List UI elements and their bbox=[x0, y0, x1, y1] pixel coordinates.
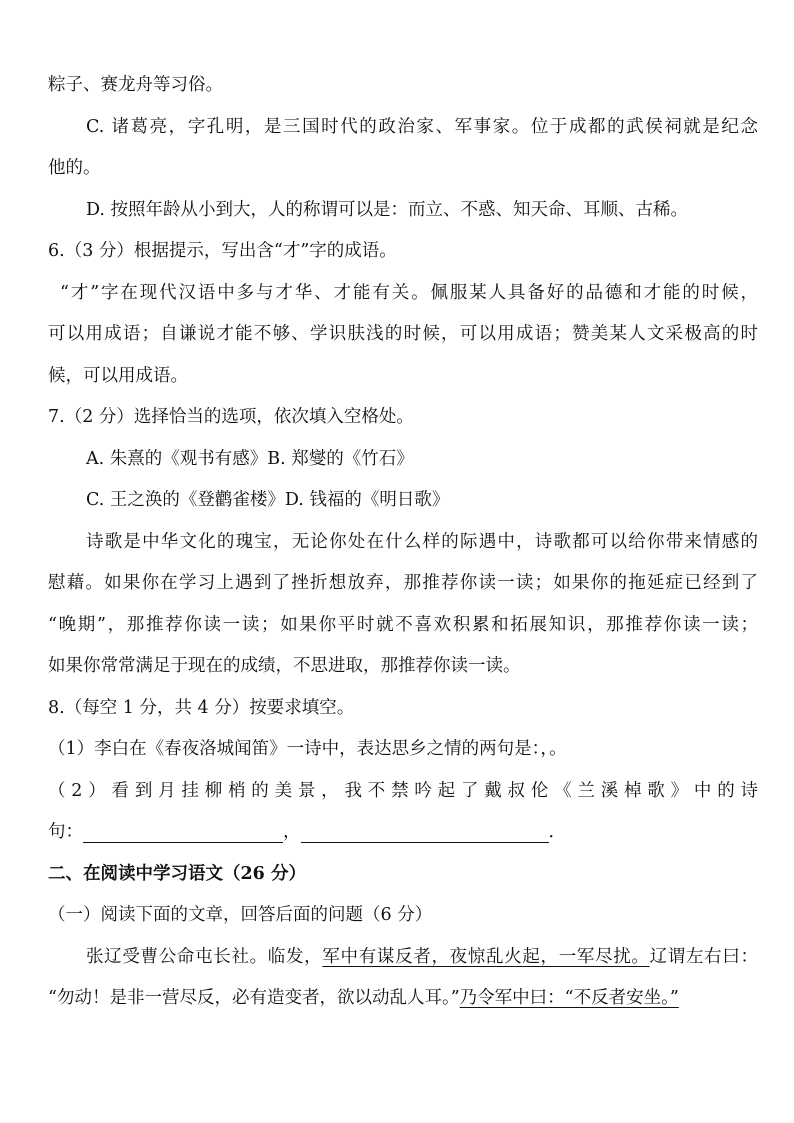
question-8-title: 8.（每空 1 分，共 4 分）按要求填空。 bbox=[48, 698, 355, 718]
answer-separator: ， bbox=[283, 822, 301, 842]
question-8-part-1: （1）李白在《春夜洛城闻笛》一诗中，表达思乡之情的两句是：，。 bbox=[48, 739, 567, 759]
question-7-passage: 慰藉。如果你在学习上遇到了挫折想放弃，那推荐你读一读；如果你的拖延症已经到了 bbox=[48, 573, 758, 593]
section-2-heading: 二、在阅读中学习语文（26 分） bbox=[48, 864, 306, 884]
question-6-text: 候，可以用成语。 bbox=[48, 366, 188, 386]
text-line: 他的。 bbox=[48, 158, 101, 178]
text-line: 粽子、赛龙舟等习俗。 bbox=[48, 75, 223, 95]
underlined-sentence: 乃令军中曰：“不反者安坐。” bbox=[459, 988, 679, 1008]
question-7-passage: “晚期”，那推荐你读一读；如果你平时就不喜欢积累和拓展知识，那推荐你读一读； bbox=[48, 615, 758, 635]
answer-blank-1[interactable] bbox=[83, 824, 283, 843]
question-8-answer-line bbox=[48, 821, 758, 843]
reading-1-heading: （一）阅读下面的文章，回答后面的问题（6 分） bbox=[48, 905, 433, 925]
question-7-passage: 诗歌是中华文化的瑰宝，无论你处在什么样的际遇中，诗歌都可以给你带来情感的 bbox=[86, 532, 758, 552]
answer-prefix: 句： bbox=[48, 822, 83, 842]
underlined-sentence: 军中有谋反者，夜惊乱火起，一军尽扰。 bbox=[322, 947, 650, 967]
question-7-passage: 如果你常常满足于现在的成绩，不思进取，那推荐你读一读。 bbox=[48, 656, 521, 676]
question-6-text: “才”字在现代汉语中多与才华、才能有关。佩服某人具备好的品德和才能的时候， bbox=[60, 283, 758, 303]
passage-text: “勿动！是非一营尽反，必有造变者，欲以动乱人耳。” bbox=[48, 988, 460, 1008]
option-ab-line: A. 朱熹的《观书有感》B. 郑燮的《竹石》 bbox=[86, 449, 414, 469]
question-6-text: 可以用成语；自谦说才能不够、学识肤浅的时候，可以用成语；赞美某人文采极高的时 bbox=[48, 324, 758, 344]
option-cd-line: C. 王之涣的《登鹳雀楼》D. 钱福的《明日歌》 bbox=[86, 490, 450, 510]
passage-text: 辽谓左右曰： bbox=[649, 947, 759, 967]
passage-text: 张辽受曹公命屯长社。临发， bbox=[86, 947, 323, 967]
option-d-line: D. 按照年龄从小到大，人的称谓可以是：而立、不惑、知天命、耳顺、古稀。 bbox=[86, 200, 689, 220]
reading-passage-line bbox=[86, 946, 758, 968]
question-7-title: 7.（2 分）选择恰当的选项，依次填入空格处。 bbox=[48, 407, 414, 427]
question-6-title: 6.（3 分）根据提示，写出含“才”字的成语。 bbox=[48, 241, 397, 261]
answer-end: ． bbox=[548, 822, 566, 842]
question-8-part-2: （2）看到月挂柳梢的美景，我不禁吟起了戴叔伦《兰溪棹歌》中的诗 bbox=[48, 781, 758, 801]
answer-blank-2[interactable] bbox=[301, 824, 549, 843]
reading-passage-line bbox=[48, 987, 758, 1009]
option-c-line: C. 诸葛亮，字孔明，是三国时代的政治家、军事家。位于成都的武侯祠就是纪念 bbox=[86, 117, 758, 137]
